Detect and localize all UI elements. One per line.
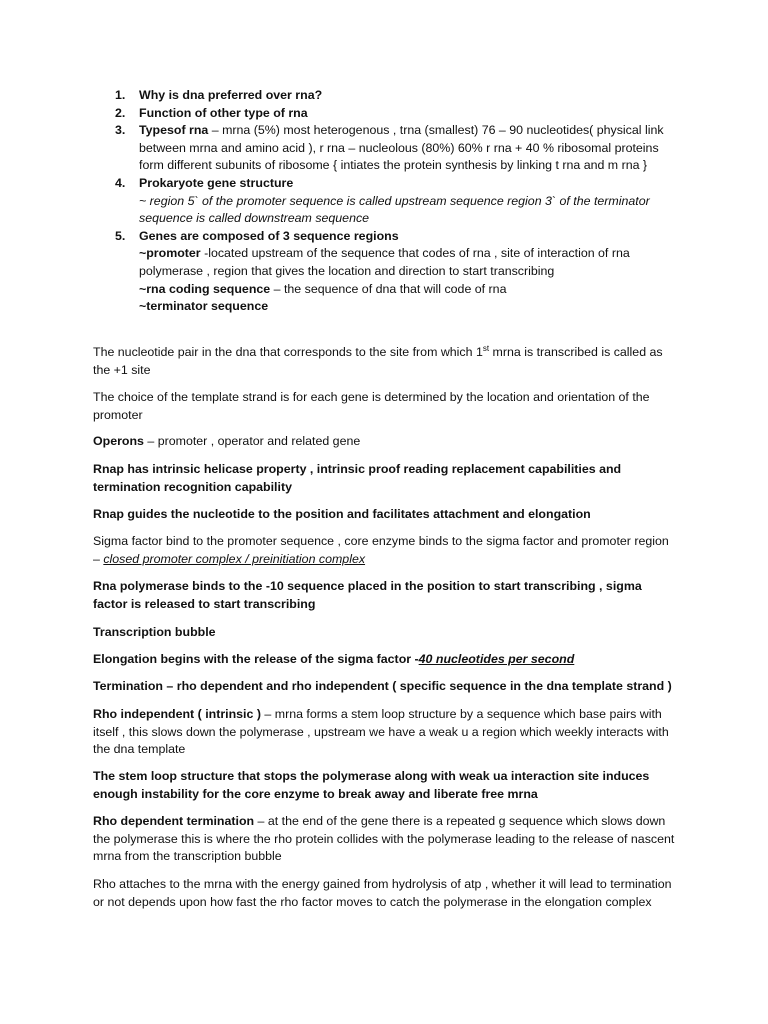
list-number: 3. — [115, 123, 126, 138]
paragraph-text: Sigma factor bind to the promoter sequence , core enzyme binds to the sigma factor and promoter region – — [93, 534, 669, 566]
paragraph-termination: Termination – rho dependent and rho independent ( specific sequence in the dna template strand ) — [93, 679, 672, 693]
paragraph-operons — [93, 433, 678, 451]
list-number: 4. — [115, 175, 126, 190]
paragraph-text: The nucleotide pair in the dna that corresponds to the site from which 1 — [93, 345, 483, 359]
paragraph-elongation — [93, 651, 678, 669]
coding-sequence-label: ~rna coding sequence — [139, 281, 271, 296]
paragraph-template-strand: The choice of the template strand is for each gene is determined by the location and orientation of the promoter — [93, 390, 650, 422]
terminator-label: ~terminator sequence — [139, 299, 269, 314]
list-item-title: Why is dna preferred over rna? — [139, 88, 323, 102]
numbered-list — [115, 87, 675, 316]
paragraph-text: mrna is transcribed is called as the +1 site — [93, 345, 663, 377]
list-item-italic-text: ~ region 5` of the promoter sequence is called upstream sequence region 3` of the terminator sequence is called downstream sequence — [139, 193, 650, 226]
paragraph-sigma-factor — [93, 533, 678, 568]
paragraph-stem-loop: The stem loop structure that stops the polymerase along with weak ua interaction site induces enough instability for the core enzyme to break away and liberate free mrna — [93, 769, 650, 801]
list-item — [115, 228, 675, 316]
list-item — [115, 105, 675, 123]
paragraph-text: Elongation begins with the release of the sigma factor - — [93, 652, 419, 666]
list-item — [115, 175, 675, 228]
list-item-title: Prokaryote gene structure — [139, 175, 294, 190]
list-item — [115, 87, 675, 105]
paragraph-plus-one-site — [93, 344, 678, 379]
list-item-title: Typesof rna — [139, 123, 209, 138]
paragraph-bold-term: Rho independent ( intrinsic ) — [93, 707, 261, 721]
paragraph-text: – promoter , operator and related gene — [143, 434, 361, 448]
paragraph-rho-dependent — [93, 813, 678, 866]
paragraph-rho-independent — [93, 706, 678, 759]
list-item-title: Genes are composed of 3 sequence regions — [139, 228, 399, 243]
emphasis-text: closed promoter complex / preinitiation complex — [103, 551, 366, 566]
emphasis-text: 40 nucleotides per second — [418, 652, 575, 666]
coding-sequence-text: – the sequence of dna that will code of rna — [270, 281, 507, 296]
paragraph-bold-term: Operons — [93, 434, 144, 448]
paragraph-rho-attaches: Rho attaches to the mrna with the energy gained from hydrolysis of atp , whether it will lead to termination or not depends upon how fast the rho factor moves to catch the polymerase in the elongation complex — [93, 877, 672, 909]
list-item — [115, 122, 675, 175]
paragraph-text: – at the end of the gene there is a repeated g sequence which slows down the polymerase this is where the rho protein collides with the polymerase leading to the release of nascent mrna from the transcription bubble — [93, 814, 675, 864]
paragraph-rna-polymerase: Rna polymerase binds to the -10 sequence placed in the position to start transcribing , sigma factor is released to start transcribing — [93, 579, 642, 611]
superscript: st — [482, 343, 490, 353]
paragraph-rnap-guides: Rnap guides the nucleotide to the position and facilitates attachment and elongation — [93, 507, 591, 521]
paragraph-bold-term: Rho dependent termination — [93, 814, 255, 828]
promoter-text: -located upstream of the sequence that codes of rna , site of interaction of rna polymerase , region that gives the location and direction to start transcribing — [139, 246, 630, 278]
paragraph-rnap-helicase: Rnap has intrinsic helicase property , intrinsic proof reading replacement capabilities and termination recognition capability — [93, 462, 622, 494]
paragraph-transcription-bubble: Transcription bubble — [93, 625, 216, 639]
list-number: 1. — [115, 88, 126, 102]
list-item-title: Function of other type of rna — [139, 105, 308, 120]
list-number: 5. — [115, 228, 126, 243]
list-number: 2. — [115, 105, 126, 120]
list-item-text: – mrna (5%) most heterogenous , trna (smallest) 76 – 90 nucleotides( physical link between mrna and amino acid ), r rna – nucleolous (80%) 60% r rna + 40 % ribosomal proteins form different subunits of ribosome { intiates the protein synthesis by linking t rna and m rna } — [139, 123, 664, 173]
paragraph-text: – mrna forms a stem loop structure by a sequence which base pairs with itself , this slows down the polymerase , upstream we have a weak u a region which weekly interacts with the dna template — [93, 707, 669, 757]
promoter-label: ~promoter — [139, 246, 201, 261]
